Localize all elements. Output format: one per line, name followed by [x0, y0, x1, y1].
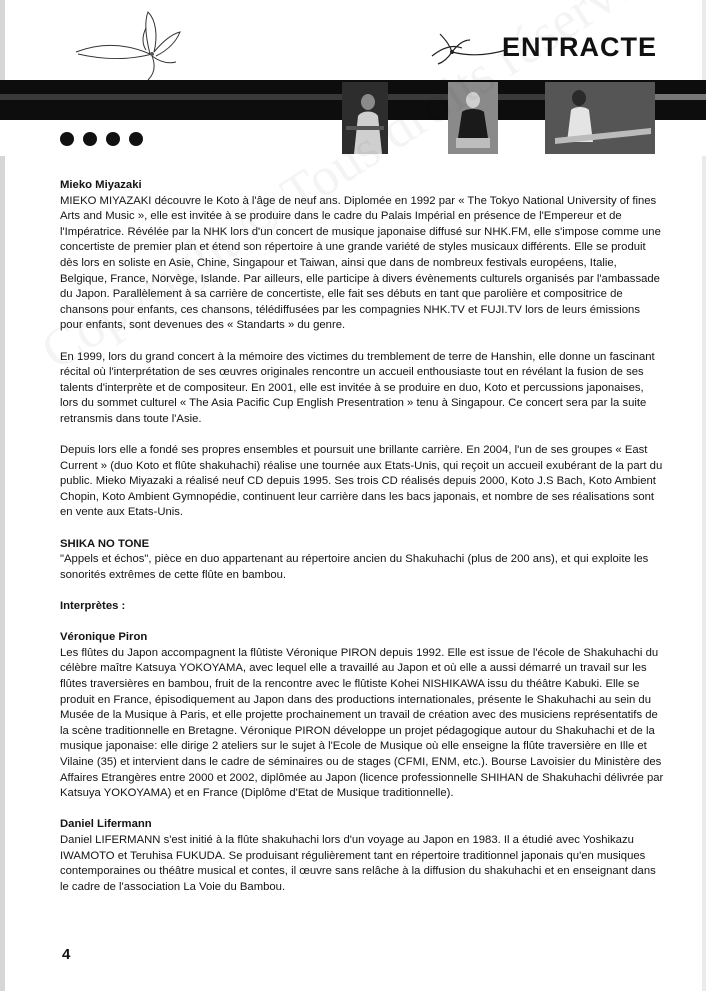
section-heading-mieko-miyazaki: Mieko Miyazaki [60, 179, 142, 191]
musician-photo-koto-ensemble [545, 82, 655, 154]
page-header [0, 0, 706, 80]
paragraph: MIEKO MIYAZAKI découvre le Koto à l'âge de neuf ans. Diplomée en 1992 par « The Tokyo National University of fines Arts and Music », elle est invitée à se produire dans le cadre du Palais Impérial en présence de l'Empereur et de l'Impératrice. Révélée par la NHK lors d'un concert de musique japonaise diffusé sur NHK.FM, elle s'impose comme une concertiste de premier plan et étend son répertoire à une grande variété de styles musicaux différents. Elle se produit dès lors en soliste en Asie, Chine, Singapour et Taiwan, ainsi que dans de nombreux festivals européens, Italie, Belgique, France, Norvège, Islande. Par ailleurs, elle participe à divers évènements culturels organisés par l'ambassade du Japon. Parallèlement à sa carrière de concertiste, elle fait ses débuts en tant que parolière et compositrice de chansons pour enfants, ces chansons, télédiffusées par les compagnies NHK.TV et FUJI.TV lors de leurs émissions pour enfants, sont devenues des « Standarts » du genre. [60, 194, 661, 332]
section-title: ENTRACTE [502, 32, 657, 62]
orchid-flower-icon [72, 8, 182, 80]
decorative-dots [60, 132, 143, 146]
section-heading-veronique-piron: Véronique Piron [60, 631, 148, 644]
section-heading-shika-no-tone: SHIKA NO TONE [60, 537, 150, 550]
banner-stripe-accent [655, 94, 706, 100]
paragraph: Depuis lors elle a fondé ses propres ensembles et poursuit une brillante carrière. En 2004, l'un de ses groupes « East Current » (duo Koto et flûte shakuhachi) réalise une tournée aux Etats-Unis, qui reçoit un accueil exubérant de la part du public. Mieko Miyazaki a réalisé neuf CD depuis 1995. Ses trois CD réalisés depuis 2000, Koto J.S Bach, Koto Ambient Chopin, Koto Ambient Gymnopédie, continuent leur carrière dans les bacs japonais, et nombre de ses réalisations sont en vente aux Etats-Unis. [60, 444, 663, 519]
paragraph: Daniel LIFERMANN s'est initié à la flûte shakuhachi lors d'un voyage au Japon en 1983. Il a étudié avec Yoshikazu IWAMOTO et Teruhisa FUKUDA. Se produisant régulièrement tant en répertoire traditionnel japonais qu'en musiques contemporaines ou théâtre musical et contes, il œuvre sans relâche à la diffusion du shakuhachi et en enseignant dans le cadre de l'association La Voie du Bambou. [60, 833, 656, 893]
paragraph: "Appels et échos", pièce en duo appartenant au répertoire ancien du Shakuhachi (plus de 200 ans), et qui exploite les sonorités extrêmes de cette flûte en bambou. [60, 553, 649, 581]
section-heading-interpretes: Interprètes : [60, 600, 126, 613]
dot-icon [106, 132, 120, 146]
section-heading-daniel-lifermann: Daniel Lifermann [60, 818, 152, 831]
paragraph: En 1999, lors du grand concert à la mémoire des victimes du tremblement de terre de Hanshin, elle donne un fascinant récital où l'interprétation de ses œuvres originales rencontre un accueil enthousiaste tout en révélant la fusion de ses talents d'interprète et de compositeur. En 2001, elle est invitée à se produire en duo, Koto et percussions japonaises, lors du sommet culturel « The Asia Pacific Cup English Presentration » tenu à Singapour. Ce concert sera par la suite retransmis dans toute l'Asie. [60, 350, 655, 425]
musician-photo-koto-player [342, 82, 388, 154]
dot-icon [129, 132, 143, 146]
page-number: 4 [62, 946, 71, 963]
dot-icon [83, 132, 97, 146]
musician-photo-flutist [448, 82, 498, 154]
dot-icon [60, 132, 74, 146]
paragraph: Les flûtes du Japon accompagnent la flûtiste Véronique PIRON depuis 1992. Elle est issue de l'école de Shakuhachi du célèbre maître Katsuya YOKOYAMA, avec lequel elle a travaillé au Japon et où elle a aussi démarré un travail sur les flûtes traversières en bambou, fruit de la rencontre avec le flûtiste Kohei NISHIKAWA issu du théâtre Kabuki. Elle se produit en France, épisodiquement au Japon dans des productions internationales, présente le Shakuhachi au sein du Musée de la Musique à Paris, et elle projette prochainement un travail de création avec des musiciens représentatifs de la scène traditionnelle en Bretagne. Véronique PIRON développe un projet pédagogique autour du Shakuhachi et de la musique japonaise: elle dirige 2 ateliers sur le sujet à l'Ecole de Musique où elle enseigne la flûte traversière en Ille et Vilaine (35) et intervient dans le cadre de séminaires ou de stages (CFMI, ENM, etc.). Bourse Lavoisier du Ministère des Affaires Etrangères entre 2000 et 2002, diplômée au Japon (licence professionnelle SHIHAN de Shakuhachi délivrée par Katsuya YOKOYAMA) et en France (Diplôme d'Etat de Musique traditionnelle). [60, 646, 664, 800]
article-body [60, 178, 664, 895]
small-flower-icon [428, 26, 508, 66]
